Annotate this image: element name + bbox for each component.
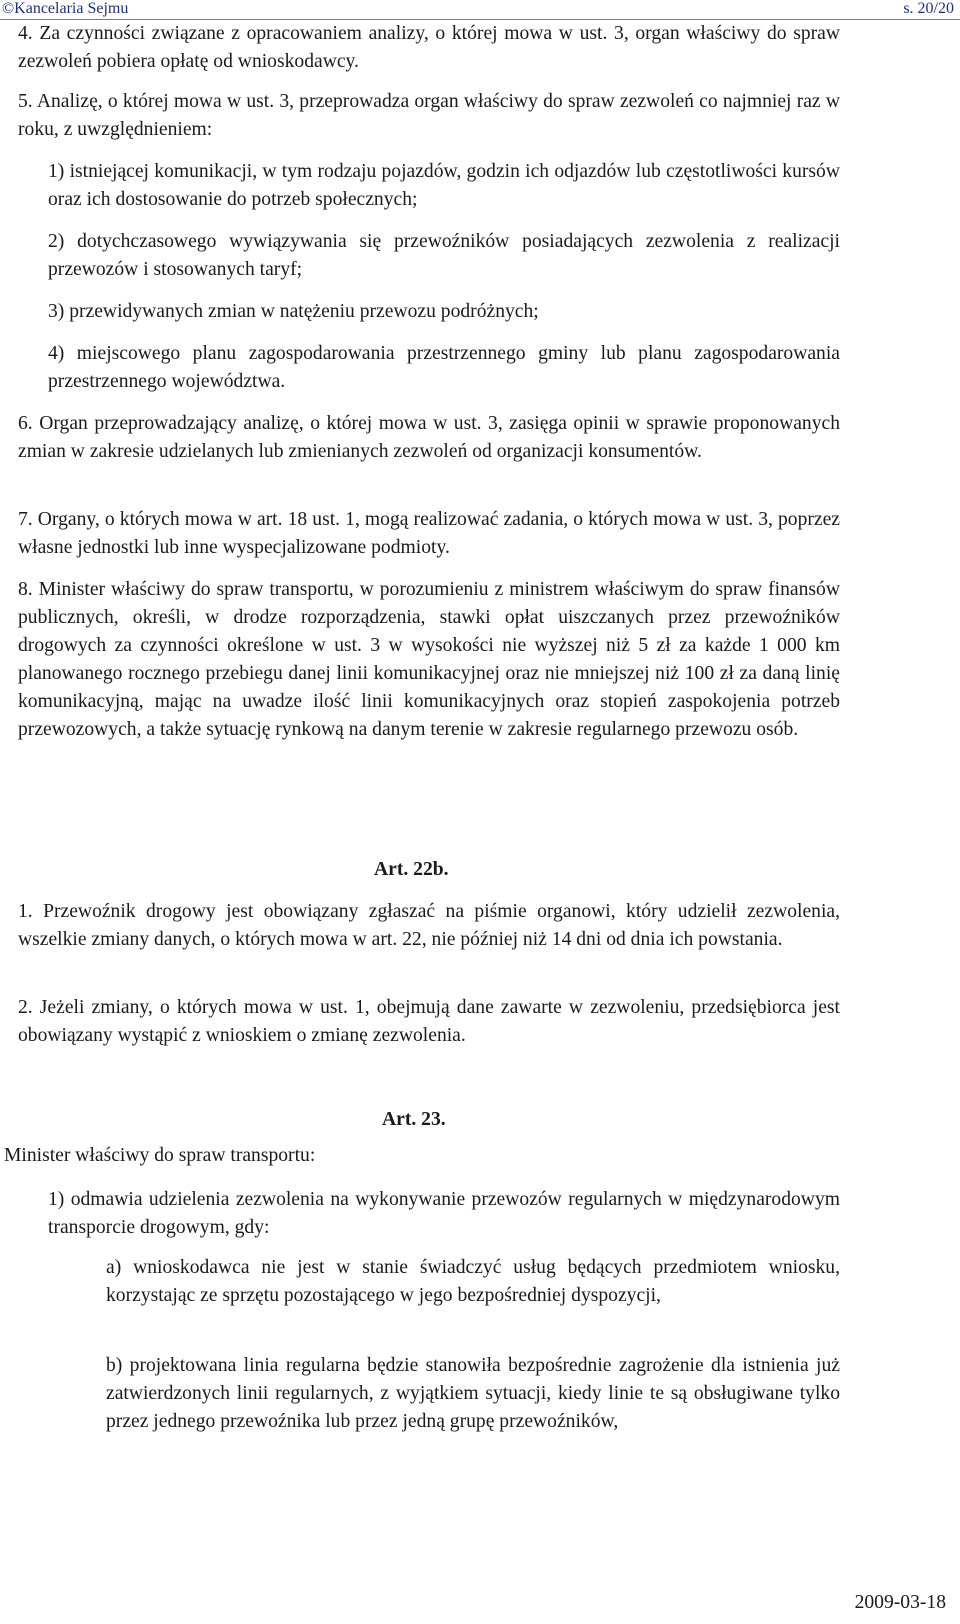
art23-subpoint-b: b) projektowana linia regularna będzie stanowiła bezpośrednie zagrożenie dla istnienia już zatwierdzonych linii regularnych, z wyjątkiem sytuacji, kiedy linie te są obsługiwane tylko przez jednego przewoźnika lub przez jedną grupę przewoźników, <box>106 1355 840 1432</box>
paragraph-8: 8. Minister właściwy do spraw transportu, w porozumieniu z ministrem właściwym do spraw finansów publicznych, określi, w drodze rozporządzenia, stawki opłat uiszczanych przez przewoźników drogowych za czynności określone w ust. 3 w wysokości nie wyższej niż 5 zł za każde 1 000 km planowanego rocznego przebiegu danej linii komunikacyjnej oraz nie mniejszej niż 100 zł za daną linię komunikacyjną, mając na uwadze ilość linii komunikacyjnych oraz stopień zaspokojenia potrzeb przewozowych, a także sytuację rynkową na danym terenie w zakresie regularnego przewozu osób. <box>18 579 840 740</box>
art23-point-1: 1) odmawia udzielenia zezwolenia na wykonywanie przewozów regularnych w międzynarodowym transporcie drogowym, gdy: <box>48 1189 840 1238</box>
page-number: s. 20/20 <box>903 0 954 17</box>
list-item-3: 3) przewidywanych zmian w natężeniu przewozu podróżnych; <box>48 301 539 322</box>
list-item-4: 4) miejscowego planu zagospodarowania przestrzennego gminy lub planu zagospodarowania przestrzennego województwa. <box>48 343 840 392</box>
article-22b-heading: Art. 22b. <box>374 859 449 880</box>
art23-subpoint-a: a) wnioskodawca nie jest w stanie świadczyć usług będących przedmiotem wniosku, korzystając ze sprzętu pozostającego w jego bezpośredniej dyspozycji, <box>106 1257 840 1306</box>
art22b-paragraph-2: 2. Jeżeli zmiany, o których mowa w ust. 1, obejmują dane zawarte w zezwoleniu, przedsiębiorca jest obowiązany wystąpić z wnioskiem o zmianę zezwolenia. <box>18 997 840 1046</box>
paragraph-6: 6. Organ przeprowadzający analizę, o której mowa w ust. 3, zasięga opinii w sprawie proponowanych zmian w zakresie udzielanych lub zmienianych zezwoleń od organizacji konsumentów. <box>18 413 840 462</box>
article-23-heading: Art. 23. <box>382 1109 446 1130</box>
paragraph-5: 5. Analizę, o której mowa w ust. 3, przeprowadza organ właściwy do spraw zezwoleń co najmniej raz w roku, z uwzględnieniem: <box>18 91 840 140</box>
art23-intro: Minister właściwy do spraw transportu: <box>4 1145 316 1166</box>
art22b-paragraph-1: 1. Przewoźnik drogowy jest obowiązany zgłaszać na piśmie organowi, który udzielił zezwolenia, wszelkie zmiany danych, o których mowa w art. 22, nie później niż 14 dni od dnia ich powstania. <box>18 901 840 950</box>
list-item-1: 1) istniejącej komunikacji, w tym rodzaju pojazdów, godzin ich odjazdów lub częstotliwości kursów oraz ich dostosowanie do potrzeb społecznych; <box>48 161 840 210</box>
publisher-label: ©Kancelaria Sejmu <box>2 0 129 17</box>
list-item-2: 2) dotychczasowego wywiązywania się przewoźników posiadających zezwolenia z realizacji przewozów i stosowanych taryf; <box>48 231 840 280</box>
document-date: 2009-03-18 <box>854 1592 946 1613</box>
paragraph-4: 4. Za czynności związane z opracowaniem analizy, o której mowa w ust. 3, organ właściwy do spraw zezwoleń pobiera opłatę od wnioskodawcy. <box>18 23 840 72</box>
paragraph-7: 7. Organy, o których mowa w art. 18 ust. 1, mogą realizować zadania, o których mowa w ust. 3, poprzez własne jednostki lub inne wyspecjalizowane podmioty. <box>18 509 840 558</box>
